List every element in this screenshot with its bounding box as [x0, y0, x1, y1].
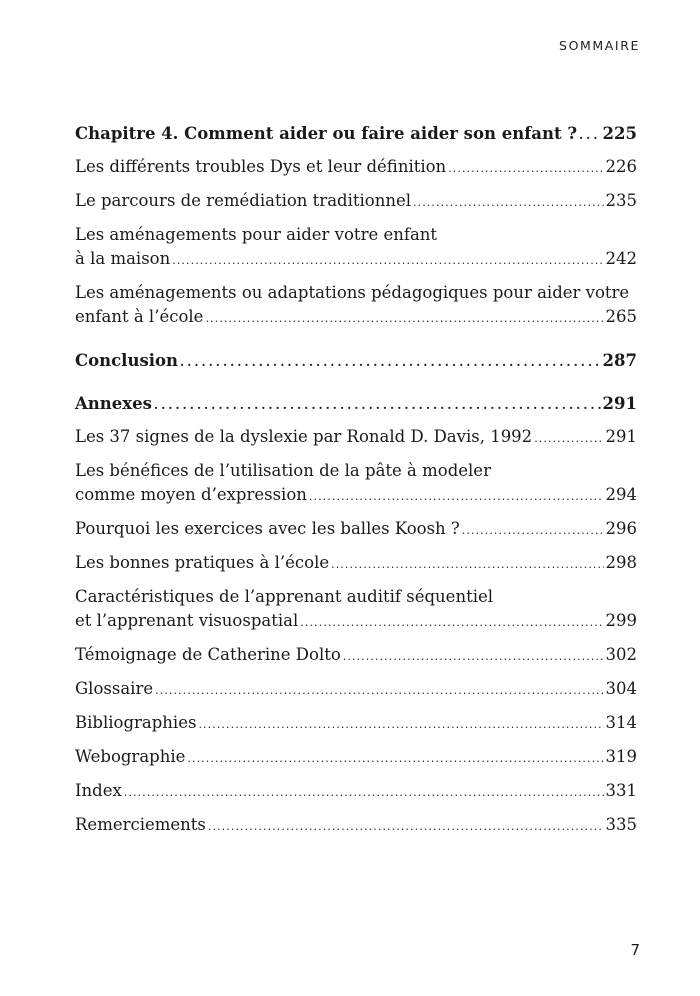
toc-entry-page: 287 — [602, 351, 637, 370]
toc-entry-title: Les bonnes pratiques à l’école — [75, 553, 330, 572]
dot-leader — [309, 483, 604, 509]
toc-entry-page: 296 — [605, 519, 637, 538]
toc-entry-title: Les différents troubles Dys et leur définition — [75, 157, 447, 176]
toc-entry-page: 235 — [605, 191, 637, 210]
toc-entry-title: Glossaire — [75, 679, 154, 698]
toc-entry-page: 331 — [605, 781, 637, 800]
toc-entry-page: 304 — [605, 679, 637, 698]
dot-leader — [300, 609, 603, 635]
toc-entry-page: 299 — [605, 611, 637, 630]
toc-entry-page: 314 — [605, 713, 637, 732]
dot-leader — [462, 517, 604, 543]
toc-entry-title-line1: Les aménagements ou adaptations pédagogiques pour aider votre — [75, 283, 630, 302]
dot-leader — [180, 349, 601, 374]
toc-entry-page: 298 — [605, 553, 637, 572]
toc-entry-page: 335 — [605, 815, 637, 834]
toc-entry[interactable] — [75, 745, 637, 771]
toc-entry-title-line2: et l’apprenant visuospatial — [75, 611, 299, 630]
toc-chapter-4[interactable] — [75, 122, 637, 147]
dot-leader — [187, 745, 603, 771]
dot-leader — [343, 643, 604, 669]
dot-leader — [534, 425, 603, 451]
dot-leader — [208, 813, 604, 839]
dot-leader — [198, 711, 603, 737]
toc-entry-page: 294 — [605, 485, 637, 504]
toc-entry-page: 291 — [605, 427, 637, 446]
toc-entry-title: Remerciements — [75, 815, 206, 834]
toc-entry-page: 225 — [602, 124, 637, 143]
toc-entry[interactable] — [75, 643, 637, 669]
toc-entry-title: Témoignage de Catherine Dolto — [75, 645, 341, 664]
toc-entry[interactable] — [75, 813, 637, 839]
toc-entry-title-line2: comme moyen d’expression — [75, 485, 307, 504]
dot-leader — [124, 779, 604, 805]
toc-entry[interactable] — [75, 425, 637, 451]
toc-entry[interactable] — [75, 677, 637, 703]
toc-entry-title: Chapitre 4. Comment aider ou faire aider son enfant ? — [75, 124, 578, 143]
toc-entry-title: Index — [75, 781, 122, 800]
toc-entry[interactable] — [75, 281, 637, 331]
dot-leader — [205, 305, 603, 331]
dot-leader — [579, 122, 601, 147]
toc-entry-page: 242 — [605, 249, 637, 268]
toc-entry-title-line1: Les bénéfices de l’utilisation de la pâte à modeler — [75, 461, 491, 480]
toc-entry[interactable] — [75, 155, 637, 181]
toc-entry[interactable] — [75, 779, 637, 805]
toc-entry[interactable] — [75, 551, 637, 577]
dot-leader — [154, 392, 601, 417]
toc-entry-title: Webographie — [75, 747, 186, 766]
toc-entry-page: 291 — [602, 394, 637, 413]
toc-entry-title-line2: à la maison — [75, 249, 171, 268]
toc-entry[interactable] — [75, 189, 637, 215]
toc-entry-page: 226 — [605, 157, 637, 176]
toc-entry-page: 302 — [605, 645, 637, 664]
toc-chapter-4-items — [75, 155, 637, 331]
table-of-contents — [75, 122, 637, 847]
toc-annexes-items — [75, 425, 637, 839]
toc-entry[interactable] — [75, 711, 637, 737]
toc-entry-title-line1: Caractéristiques de l’apprenant auditif séquentiel — [75, 587, 494, 606]
page-number: 7 — [630, 941, 640, 959]
toc-entry-page: 265 — [605, 307, 637, 326]
dot-leader — [172, 247, 603, 273]
toc-entry-title: Bibliographies — [75, 713, 197, 732]
toc-entry[interactable] — [75, 585, 637, 635]
toc-entry[interactable] — [75, 223, 637, 273]
toc-entry-title-line1: Les aménagements pour aider votre enfant — [75, 225, 438, 244]
toc-conclusion[interactable] — [75, 349, 637, 374]
toc-entry-title: Conclusion — [75, 351, 179, 370]
toc-entry-title-line2: enfant à l’école — [75, 307, 204, 326]
dot-leader — [331, 551, 603, 577]
toc-entry-title: Pourquoi les exercices avec les balles Koosh ? — [75, 519, 460, 538]
toc-entry-page: 319 — [605, 747, 637, 766]
dot-leader — [155, 677, 603, 703]
dot-leader — [413, 189, 603, 215]
toc-entry[interactable] — [75, 459, 637, 509]
toc-entry-title: Les 37 signes de la dyslexie par Ronald D. Davis, 1992 — [75, 427, 533, 446]
running-head: SOMMAIRE — [559, 38, 640, 53]
toc-entry-title: Le parcours de remédiation traditionnel — [75, 191, 412, 210]
dot-leader — [448, 155, 603, 181]
toc-entry[interactable] — [75, 517, 637, 543]
toc-entry-title: Annexes — [75, 394, 152, 413]
toc-annexes[interactable] — [75, 392, 637, 417]
